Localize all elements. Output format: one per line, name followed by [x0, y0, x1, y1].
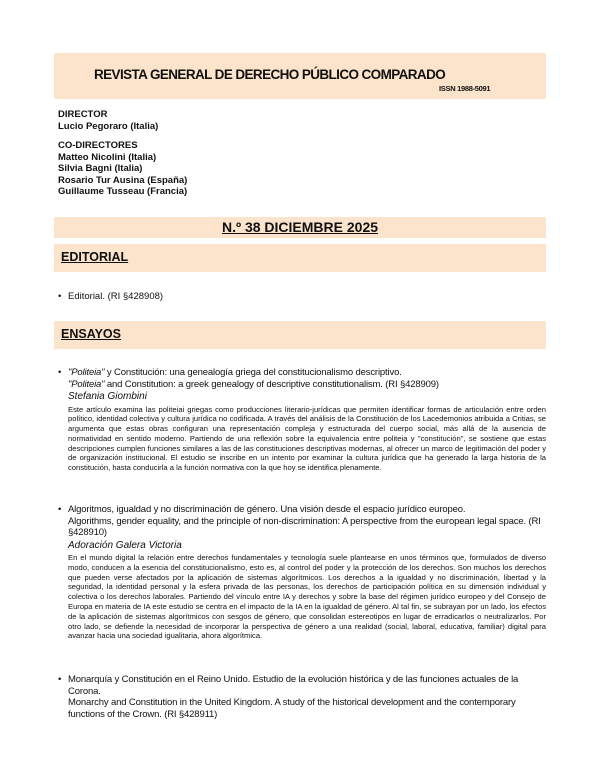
article-author: Stefania Giombini	[68, 391, 147, 402]
editorial-board	[58, 109, 187, 206]
list-item	[58, 674, 546, 720]
codirectors-label: CO-DIRECTORES	[58, 140, 138, 151]
bullet: •	[58, 674, 62, 685]
issn: ISSN 1988-5091	[439, 84, 491, 93]
article-author: Adoración Galera Victoria	[68, 539, 182, 551]
bullet: •	[58, 504, 62, 515]
codirectors-group	[58, 140, 187, 198]
bullet: •	[58, 367, 62, 378]
director-group	[58, 109, 187, 132]
codirector-name: Rosario Tur Ausina (España)	[58, 174, 188, 186]
list-item	[58, 367, 546, 473]
issue-title: N.º 38 DICIEMBRE 2025	[221, 219, 379, 235]
title-rest: y Constitución: una genealogía griega del constitucionalismo descriptivo.	[104, 367, 402, 378]
article-link[interactable]: Editorial. (RI §428908)	[68, 291, 164, 302]
article-title-en[interactable]: Monarchy and Constitution in the United Kingdom. A study of the historical development and the contemporary functions of the Crown. (RI §428911)	[68, 697, 516, 720]
codirector-name: Silvia Bagni (Italia)	[58, 163, 143, 174]
section-title[interactable]: ENSAYOS	[61, 327, 121, 341]
title-term: "Politeia"	[68, 378, 105, 390]
article-abstract: Este artículo examina las politeiai griegas como producciones literario-jurídicas que permiten identificar formas de articulación entre orden político, identidad colectiva y cultura jurídica no codificada. A través del análisis de la Constitución de los Lacedemonios atribuida a Critias, se argumenta que estas obras configuran una representación compleja y estructurada del cuerpo social, más allá de la ausencia de normatividad en sentido moderno. Partiendo de una reflexión sobre la equivalencia entre politeia y "constitución", se sostiene que estas descripciones cumplen funciones similares a las de las constituciones descriptivas modernas, al ofrecer un marco de legitimación del poder y de organización institucional. El estudio se inscribe en un intento por examinar la cultura jurídica que ha generado la larga historia de la constitución, hasta conducirla a la función normativa con la que hoy se identifica plenamente.	[68, 404, 546, 473]
director-label: DIRECTOR	[58, 109, 108, 120]
journal-title: REVISTA GENERAL DE DERECHO PÚBLICO COMPARADO	[94, 67, 446, 82]
list-item	[58, 504, 546, 641]
codirector-name: Matteo Nicolini (Italia)	[58, 151, 157, 163]
section-ensayos	[54, 321, 546, 349]
article-abstract: En el mundo digital la relación entre derechos fundamentales y tecnología suele plantearse en unos términos que, formulados de diverso modo, conducen a la esencia del constitucionalismo, esto es, al control del poder y la protección de los derechos. Son muchos los derechos que pueden verse afectados por la aplicación de sistemas algorítmicos. Los derechos a la igualdad y no discriminación, libertad y la seguridad, la identidad personal y la esfera privada de las personas, los derechos de participación política en su dimensión individual y colectiva o los derechos laborales. Partiendo del vínculo entre IA y derechos y sobre la base del régimen jurídico europeo y del Consejo de Europa en materia de IA este estudio se centra en el impacto de la IA en la igualdad de género. Al tal fin, se subrayan por un lado, los efectos de la aplicación de sistemas algorítmicos con sesgos de género, que consolidan estereotipos en lugar de erradicarlos o neutralizarlos. Por otro lado, se defiende la necesidad de incorporar la perspectiva de género a una realidad (social, laboral, educativa, familiar) digital para avanzar hacia una sociedad igualitaria, ahora algorítmica.	[68, 553, 546, 641]
list-item	[58, 291, 546, 303]
section-editorial	[54, 244, 546, 272]
article-title-en[interactable]	[68, 379, 546, 391]
article-title-es[interactable]: Algoritmos, igualdad y no discriminación de género. Una visión desde el espacio jurídico europeo.	[68, 504, 466, 515]
article-title-es[interactable]	[68, 367, 546, 379]
issue-header	[54, 217, 546, 238]
bullet: •	[58, 291, 62, 302]
codirector-name: Guillaume Tusseau (Francia)	[58, 186, 188, 197]
title-rest: and Constitution: a greek genealogy of descriptive constitutionalism. (RI §428909)	[104, 378, 439, 390]
article-title-en[interactable]: Algorithms, gender equality, and the principle of non-discrimination: A perspective from the european legal space. (RI §428910)	[68, 515, 541, 538]
title-term: "Politeia"	[68, 367, 105, 378]
section-title[interactable]: EDITORIAL	[61, 250, 129, 264]
director-name: Lucio Pegoraro (Italia)	[58, 120, 159, 132]
article-title-es[interactable]: Monarquía y Constitución en el Reino Unido. Estudio de la evolución histórica y de las funciones actuales de la Corona.	[68, 674, 519, 697]
journal-header	[54, 53, 546, 99]
